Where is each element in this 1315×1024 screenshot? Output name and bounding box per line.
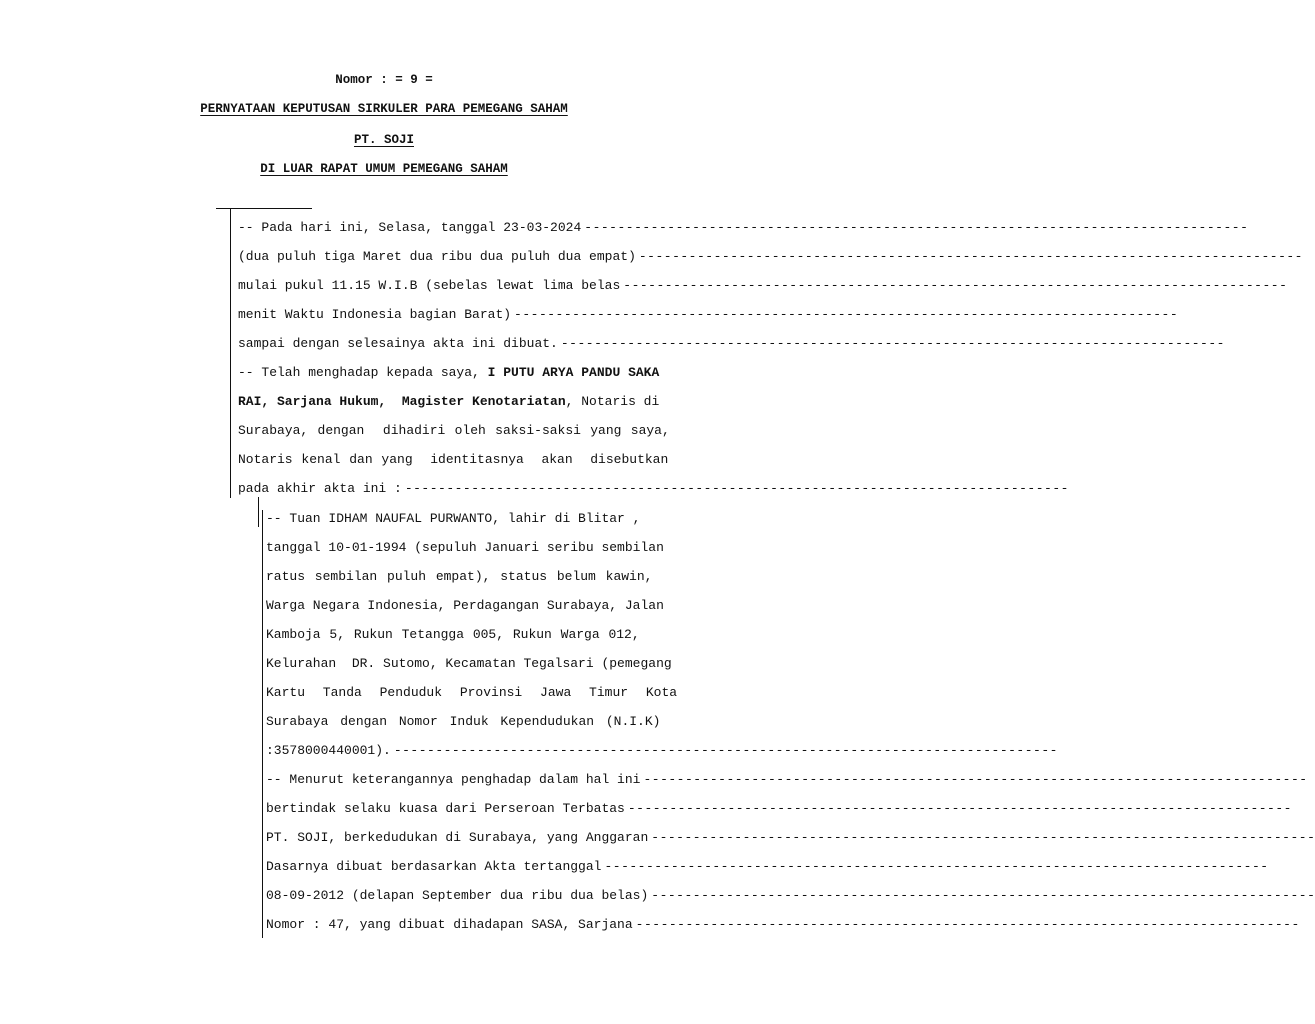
- deed-number: Nomor : = 9 =: [335, 73, 433, 87]
- deed-subtitle: DI LUAR RAPAT UMUM PEMEGANG SAHAM: [260, 162, 508, 176]
- paragraph-line: (dua puluh tiga Maret dua ribu dua puluh dua empat) --------------------------------------------------------------------------------: [238, 249, 1303, 264]
- paragraph-line: menit Waktu Indonesia bagian Barat) --------------------------------------------------------------------------------: [238, 307, 1179, 322]
- paragraph-line: Surabaya dengan Nomor Induk Kependudukan (N.I.K): [266, 714, 661, 729]
- paragraph-line: Nomor : 47, yang dibuat dihadapan SASA, Sarjana --------------------------------------------------------------------------------: [266, 917, 1300, 932]
- paragraph-line: :3578000440001). --------------------------------------------------------------------------------: [266, 743, 1058, 758]
- paragraph-line: mulai pukul 11.15 W.I.B (sebelas lewat lima belas --------------------------------------------------------------------------------: [238, 278, 1288, 293]
- paragraph-line: -- Telah menghadap kepada saya, I PUTU ARYA PANDU SAKA: [238, 365, 660, 380]
- paragraph-line: pada akhir akta ini : --------------------------------------------------------------------------------: [238, 481, 1069, 496]
- margin-bar: [262, 510, 263, 938]
- paragraph-line: PT. SOJI, berkedudukan di Surabaya, yang Anggaran --------------------------------------------------------------------------------: [266, 830, 1315, 845]
- paragraph-line: RAI, Sarjana Hukum, Magister Kenotariatan, Notaris di: [238, 394, 660, 409]
- paragraph-line: -- Pada hari ini, Selasa, tanggal 23-03-2024 --------------------------------------------------------------------------------: [238, 220, 1249, 235]
- margin-bar: [230, 208, 231, 498]
- paragraph-line: Kartu Tanda Penduduk Provinsi Jawa Timur Kota: [266, 685, 678, 700]
- paragraph-line: bertindak selaku kuasa dari Perseroan Terbatas --------------------------------------------------------------------------------: [266, 801, 1292, 816]
- paragraph-line: ratus sembilan puluh empat), status belum kawin,: [266, 569, 653, 584]
- paragraph-line: Dasarnya dibuat berdasarkan Akta tertanggal --------------------------------------------------------------------------------: [266, 859, 1269, 874]
- paragraph-line: Notaris kenal dan yang identitasnya akan disebutkan: [238, 452, 669, 467]
- paragraph-line: -- Tuan IDHAM NAUFAL PURWANTO, lahir di Blitar ,: [266, 511, 641, 526]
- paragraph-line: Kelurahan DR. Sutomo, Kecamatan Tegalsari (pemegang: [266, 656, 672, 671]
- paragraph-line: -- Menurut keterangannya penghadap dalam hal ini --------------------------------------------------------------------------------: [266, 772, 1308, 787]
- paragraph-line: Kamboja 5, Rukun Tetangga 005, Rukun Warga 012,: [266, 627, 640, 642]
- company-name: PT. SOJI: [353, 133, 414, 147]
- paragraph-line: Surabaya, dengan dihadiri oleh saksi-saksi yang saya,: [238, 423, 670, 438]
- paragraph-line: tanggal 10-01-1994 (sepuluh Januari seribu sembilan: [266, 540, 664, 555]
- margin-bar: [258, 497, 259, 527]
- paragraph-line: 08-09-2012 (delapan September dua ribu dua belas) --------------------------------------------------------------------------------: [266, 888, 1315, 903]
- deed-title: PERNYATAAN KEPUTUSAN SIRKULER PARA PEMEGANG SAHAM: [200, 102, 568, 116]
- paragraph-line: Warga Negara Indonesia, Perdagangan Surabaya, Jalan: [266, 598, 664, 613]
- paragraph-line: sampai dengan selesainya akta ini dibuat. --------------------------------------------------------------------------------: [238, 336, 1225, 351]
